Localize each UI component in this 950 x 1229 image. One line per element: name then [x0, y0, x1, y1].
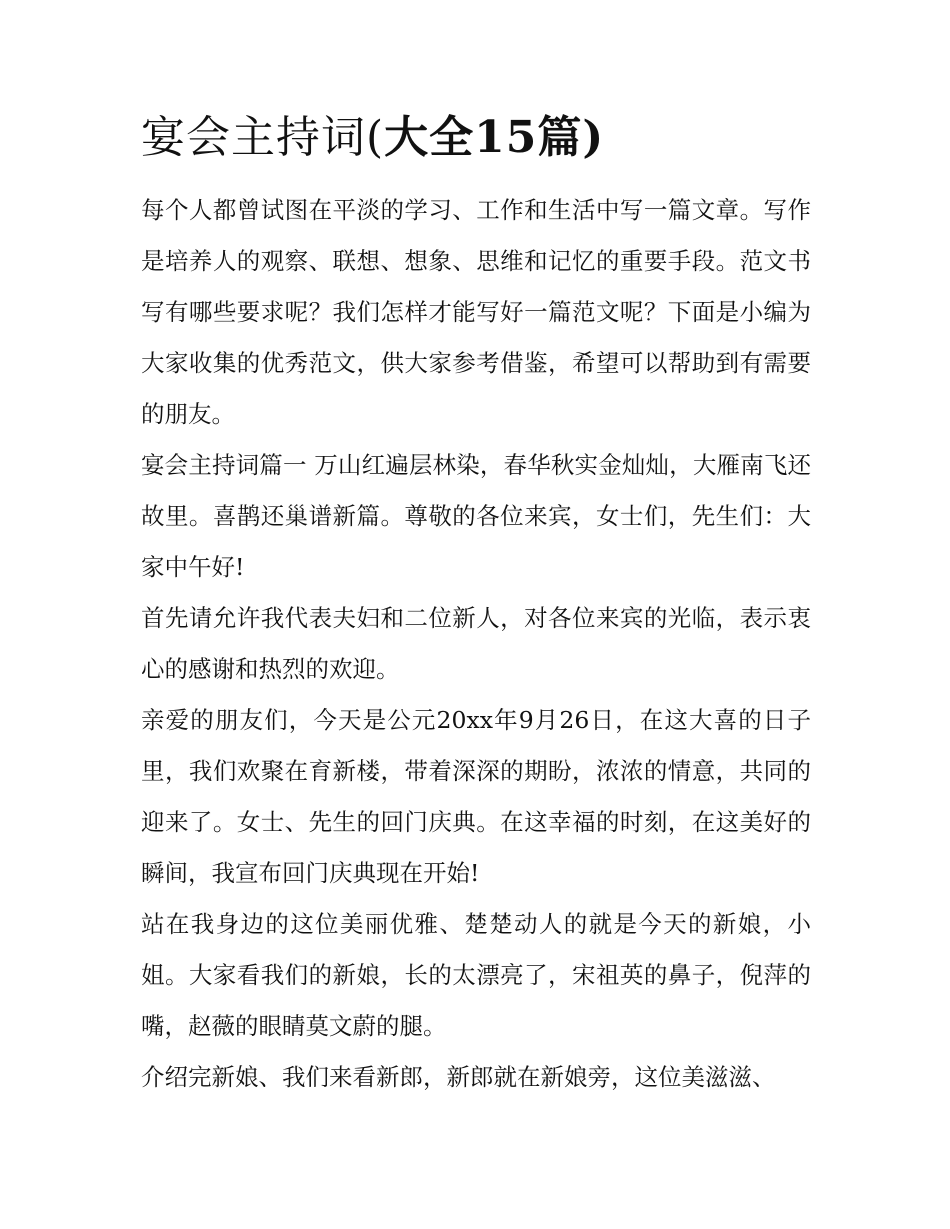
paragraph-opening: 宴会主持词篇一 万山红遍层林染，春华秋实金灿灿，大雁南飞还故里。喜鹊还巢谱新篇。尊敬的各位来宾，女士们，先生们：大家中午好! [141, 450, 811, 581]
document-page [141, 112, 811, 1103]
title-prefix: 宴会主持词( [141, 112, 385, 163]
paragraph-announcement: 亲爱的朋友们，今天是公元20xx年9月26日，在这大喜的日子里，我们欢聚在育新楼，带着深深的期盼，浓浓的情意，共同的迎来了。女士、先生的回门庆典。在这幸福的时刻，在这美好的瞬间，我宣布回门庆典现在开始! [141, 705, 811, 887]
paragraph-intro: 每个人都曾试图在平淡的学习、工作和生活中写一篇文章。写作是培养人的观察、联想、想象、思维和记忆的重要手段。范文书写有哪些要求呢？我们怎样才能写好一篇范文呢？下面是小编为大家收集的优秀范文，供大家参考借鉴，希望可以帮助到有需要的朋友。 [141, 195, 811, 428]
paragraph-welcome: 首先请允许我代表夫妇和二位新人，对各位来宾的光临，表示衷心的感谢和热烈的欢迎。 [141, 603, 811, 683]
paragraph-bride: 站在我身边的这位美丽优雅、楚楚动人的就是今天的新娘，小姐。大家看我们的新娘，长的太漂亮了，宋祖英的鼻子，倪萍的嘴，赵薇的眼睛莫文蔚的腿。 [141, 909, 811, 1040]
paragraph-groom: 介绍完新娘、我们来看新郎，新郎就在新娘旁，这位美滋滋、 [141, 1062, 776, 1091]
document-title [141, 112, 811, 165]
title-bold: 大全15篇) [384, 112, 605, 163]
